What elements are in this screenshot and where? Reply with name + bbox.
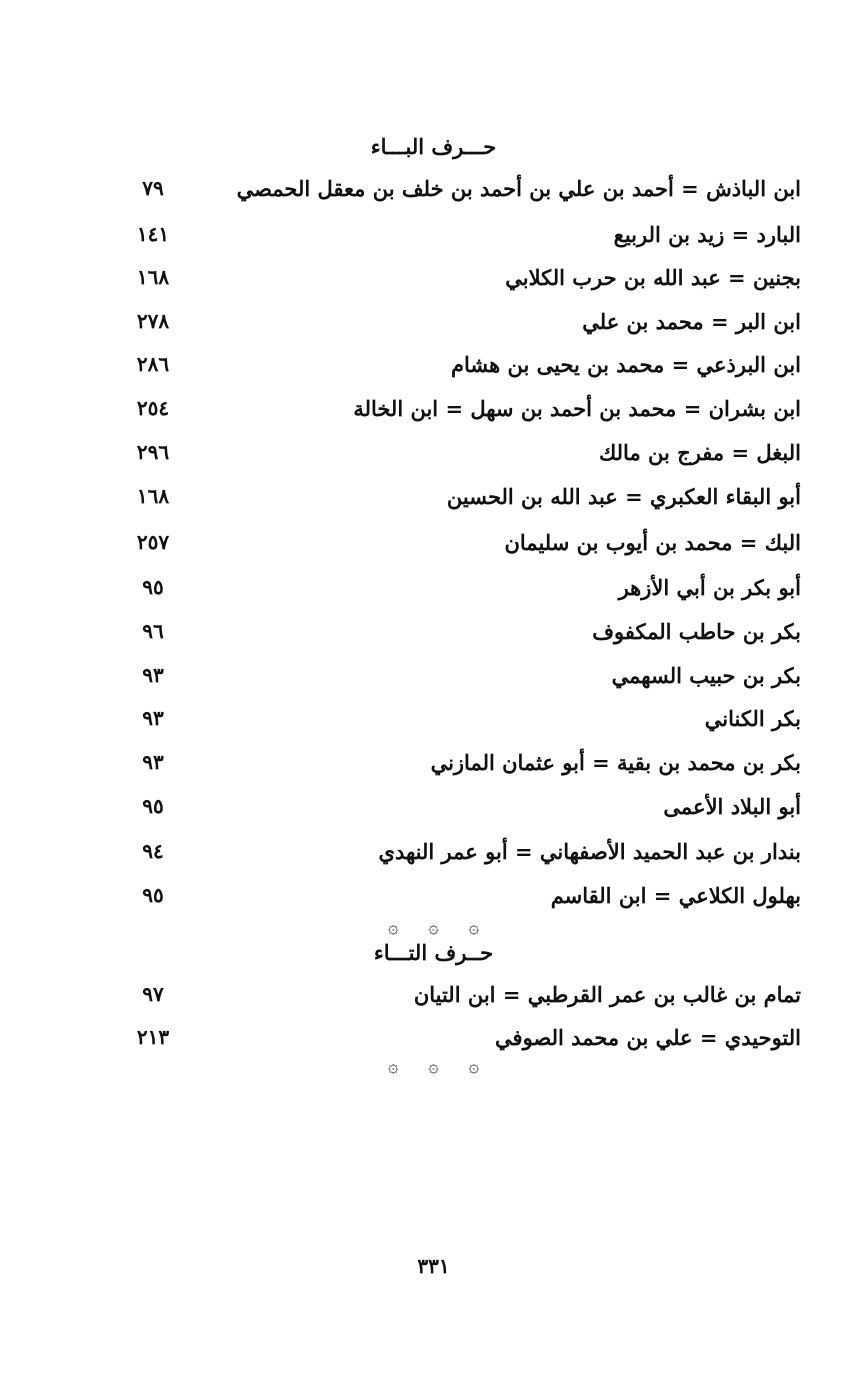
ornament-icon: ۞ [428, 917, 439, 938]
index-entry [0, 706, 867, 746]
ornament-icon: ۞ [387, 917, 399, 938]
entry-page-number: ٧٩ [142, 176, 164, 200]
ornament-icon: ۞ [387, 1056, 399, 1077]
ornament-divider [0, 917, 867, 938]
entry-name: تمام بن غالب بن عمر القرطبي = ابن التيان [413, 982, 801, 1007]
entry-page-number: ١٤١ [136, 222, 170, 246]
index-entry [0, 663, 867, 703]
section-title-ta-text: حــرف التـــاء [373, 940, 494, 965]
entry-name: بكر الكناني [704, 706, 801, 731]
entry-name: البك = محمد بن أيوب بن سليمان [504, 530, 801, 555]
ornament-icon: ۞ [468, 1056, 480, 1077]
entry-page-number: ١٦٨ [136, 484, 170, 508]
section-title-ta [0, 940, 867, 965]
entry-page-number: ١٦٨ [136, 265, 170, 289]
entry-name: بكر بن محمد بن بقية = أبو عثمان المازني [430, 750, 801, 775]
entry-name: البارد = زيد بن الربيع [613, 222, 801, 247]
entry-page-number: ٩٥ [142, 575, 164, 599]
entry-page-number: ٩٤ [142, 839, 164, 863]
entry-page-number: ٢٥٤ [136, 396, 170, 420]
entry-page-number: ٩٧ [142, 982, 164, 1006]
entry-page-number: ٢٨٦ [136, 352, 170, 376]
entry-name: بندار بن عبد الحميد الأصفهاني = أبو عمر النهدي [378, 839, 801, 864]
entry-page-number: ٩٦ [142, 619, 164, 643]
index-entry [0, 396, 867, 436]
index-entry [0, 176, 867, 216]
entry-name: بهلول الكلاعي = ابن القاسم [550, 883, 801, 908]
entry-page-number: ٢٧٨ [136, 309, 170, 333]
entry-name: أبو البقاء العكبري = عبد الله بن الحسين [446, 484, 801, 509]
entry-name: ابن الباذش = أحمد بن علي بن أحمد بن خلف بن معقل الحمصي [236, 176, 801, 201]
entry-page-number: ٢٩٦ [136, 440, 170, 464]
ornament-divider [0, 1056, 867, 1077]
index-entry [0, 440, 867, 480]
index-entry [0, 750, 867, 790]
entry-page-number: ٩٣ [142, 750, 164, 774]
ornament-icon: ۞ [468, 917, 480, 938]
index-entry [0, 484, 867, 524]
entry-name: أبو البلاد الأعمى [663, 794, 801, 819]
entry-name: أبو بكر بن أبي الأزهر [618, 575, 801, 600]
entry-name: ابن بشران = محمد بن أحمد بن سهل = ابن الخالة [353, 396, 801, 421]
entry-name: ابن البرذعي = محمد بن يحيى بن هشام [450, 352, 801, 377]
index-entry [0, 222, 867, 262]
index-entry [0, 265, 867, 305]
index-entry [0, 575, 867, 615]
index-entry [0, 794, 867, 834]
entry-name: البغل = مفرج بن مالك [598, 440, 801, 465]
entry-page-number: ٩٣ [142, 706, 164, 730]
section-title-ba-text: حـــرف البـــاء [370, 134, 497, 159]
ornament-icon: ۞ [428, 1056, 439, 1077]
page-number-footer: ٣٣١ [417, 1254, 450, 1278]
entry-page-number: ٩٣ [142, 663, 164, 687]
entry-name: بكر بن حاطب المكفوف [592, 619, 801, 644]
section-title-ba [0, 134, 867, 159]
entry-name: التوحيدي = علي بن محمد الصوفي [495, 1025, 801, 1050]
index-entry [0, 530, 867, 570]
index-entry [0, 839, 867, 879]
index-entry [0, 352, 867, 392]
entry-page-number: ٢١٣ [136, 1025, 170, 1049]
entry-name: بكر بن حبيب السهمي [611, 663, 801, 688]
entry-name: ابن البر = محمد بن علي [582, 309, 801, 334]
entry-name: بجنين = عبد الله بن حرب الكلابي [505, 265, 801, 290]
entry-page-number: ٢٥٧ [136, 530, 170, 554]
entry-page-number: ٩٥ [142, 883, 164, 907]
index-entry [0, 309, 867, 349]
index-entry [0, 619, 867, 659]
index-entry [0, 982, 867, 1022]
entry-page-number: ٩٥ [142, 794, 164, 818]
